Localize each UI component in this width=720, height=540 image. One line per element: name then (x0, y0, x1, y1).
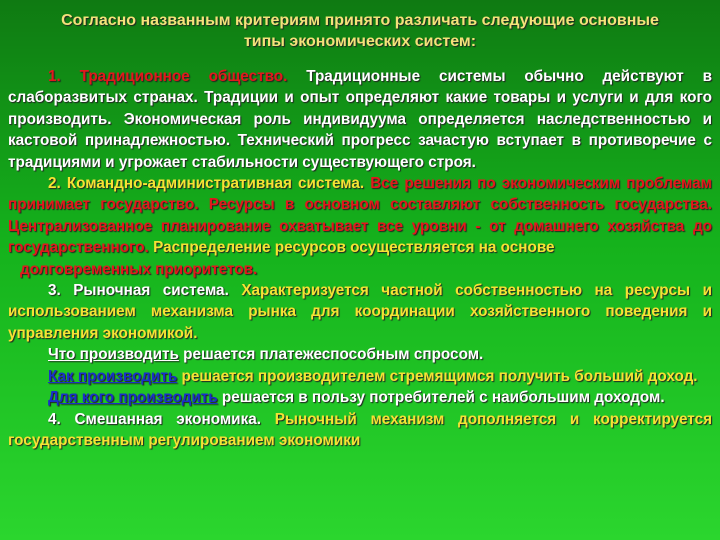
section-mixed-heading: 4. Смешанная экономика. (48, 410, 261, 428)
slide-title (8, 10, 712, 52)
question-what-link[interactable]: Что производить (48, 346, 179, 364)
section-market (8, 280, 712, 344)
section-command-tail (8, 259, 712, 280)
section-command (8, 173, 712, 259)
question-whom (8, 387, 712, 408)
section-mixed-text: Рыночный механизм дополняется и корректируется государственным регулированием экономики (8, 410, 713, 449)
section-command-text-2: Распределение ресурсов осуществляется на основе (153, 239, 555, 257)
question-how-text: решается производителем стремящимся получить больший доход. (177, 367, 698, 385)
question-whom-text: решается в пользу потребителей с наибольшим доходом. (217, 389, 665, 407)
section-mixed (8, 409, 712, 452)
section-command-text-3: долговременных приоритетов. (20, 260, 258, 278)
section-traditional-text: Традиционные системы обычно действуют в слаборазвитых странах. Традиции и опыт определяют какие товары и услуги и для кого производить. Экономическая роль индивидуума определяется наследственностью и кастовой принадлежностью. Технический прогресс зачастую вступает в противоречие с традициями и угрожает стабильности существующего строя. (8, 68, 713, 171)
question-how-link[interactable]: Как производить (48, 367, 178, 385)
title-line-2: типы экономических систем: (243, 33, 477, 50)
question-what (8, 344, 712, 365)
question-how (8, 366, 712, 387)
question-what-text: решается платежеспособным спросом. (178, 346, 484, 364)
section-market-text: Характеризуется частной собственностью на ресурсы и использованием механизма рынка для координации хозяйственного поведения и управления экономикой. (8, 282, 713, 342)
question-whom-link[interactable]: Для кого производить (48, 389, 218, 407)
slide-body (8, 66, 712, 451)
section-traditional (8, 66, 712, 173)
section-command-text: Все решения по экономическим проблемам принимает государство. Ресурсы в основном составляют собственность государства. Централизованное планирование охватывает все уровни - от домашнего хозяйства до государственного. (8, 175, 712, 257)
section-command-heading: 2. Командно-административная система. (48, 175, 365, 193)
title-line-1: Согласно названным критериям принято различать следующие основные (61, 12, 659, 29)
section-market-heading: 3. Рыночная система. (48, 282, 229, 300)
section-traditional-heading: 1. Традиционное общество. (48, 68, 288, 85)
